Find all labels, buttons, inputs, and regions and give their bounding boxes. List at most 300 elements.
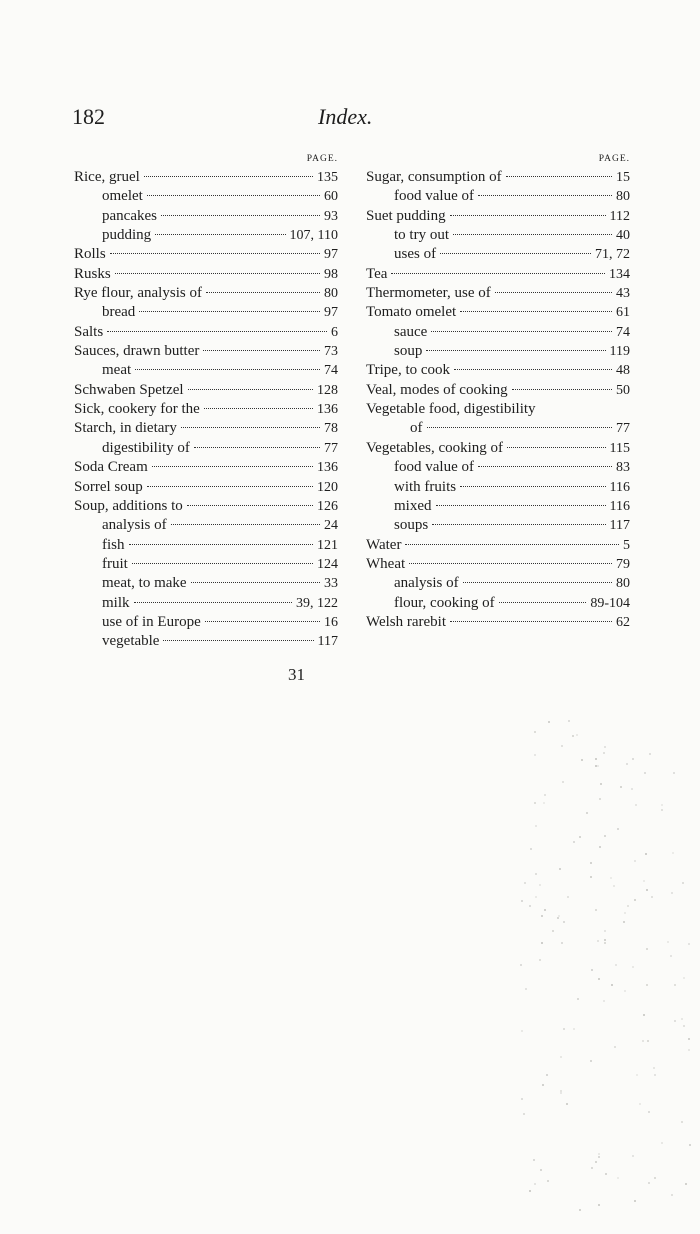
dot-leader — [187, 505, 313, 506]
paper-speckle — [624, 990, 626, 992]
paper-speckle — [688, 1038, 690, 1040]
index-entry-label: Suet pudding — [366, 207, 446, 224]
paper-speckle — [685, 1183, 687, 1185]
index-entry — [366, 381, 630, 400]
paper-speckle — [561, 942, 563, 944]
paper-speckle — [673, 772, 675, 774]
index-entry — [366, 284, 630, 303]
paper-speckle — [689, 1144, 691, 1146]
dot-leader — [460, 311, 612, 312]
index-entry-page: 126 — [317, 498, 338, 514]
index-entry — [74, 303, 338, 322]
dot-leader — [463, 582, 612, 583]
dot-leader — [204, 408, 313, 409]
dot-leader — [171, 524, 320, 525]
paper-speckle — [624, 912, 626, 914]
index-entry-page: 136 — [317, 460, 338, 476]
paper-speckle — [562, 781, 564, 783]
paper-speckle — [646, 984, 648, 986]
index-entry-label: pudding — [102, 227, 152, 244]
paper-speckle — [661, 804, 663, 806]
paper-speckle — [534, 802, 536, 804]
index-entry-label: food value of — [394, 188, 474, 205]
index-entry-label: Soup, additions to — [74, 497, 183, 514]
paper-speckle — [535, 896, 537, 898]
index-entry — [74, 516, 338, 535]
dot-leader — [427, 427, 613, 428]
paper-speckle — [579, 836, 581, 838]
index-entry-page: 74 — [324, 363, 338, 379]
dot-leader — [203, 350, 320, 351]
paper-speckle — [529, 905, 531, 907]
paper-speckle — [530, 848, 532, 850]
index-entry-page: 115 — [609, 440, 630, 456]
paper-speckle — [576, 734, 578, 736]
index-entry — [366, 342, 630, 361]
dot-leader — [478, 195, 612, 196]
index-entry-page: 24 — [324, 518, 338, 534]
index-entry-page: 119 — [609, 344, 630, 360]
paper-speckle — [672, 852, 674, 854]
index-entry-label: flour, cooking of — [394, 594, 495, 611]
paper-speckle — [535, 825, 537, 827]
dot-leader — [450, 621, 612, 622]
paper-speckle — [674, 1020, 676, 1022]
paper-speckle — [688, 1049, 690, 1051]
dot-leader — [132, 563, 313, 564]
index-entry — [366, 613, 630, 632]
paper-speckle — [605, 1173, 607, 1175]
index-entry — [366, 323, 630, 342]
index-entry-page: 124 — [317, 556, 338, 572]
paper-speckle — [632, 966, 634, 968]
dot-leader — [512, 389, 612, 390]
index-entry — [366, 303, 630, 322]
index-list-right — [366, 168, 630, 632]
index-entry-page: 61 — [616, 305, 630, 321]
index-entry-label: meat, to make — [102, 575, 187, 592]
paper-speckle — [573, 841, 575, 843]
index-entry-page: 93 — [324, 208, 338, 224]
paper-speckle — [683, 1025, 685, 1027]
paper-speckle — [631, 788, 633, 790]
paper-speckle — [534, 731, 536, 733]
paper-speckle — [572, 735, 574, 737]
index-entry-page: 40 — [616, 228, 630, 244]
index-entry-label: Sauces, drawn butter — [74, 343, 200, 360]
index-entry-page: 83 — [616, 460, 630, 476]
index-entry-page: 112 — [609, 208, 630, 224]
index-entry-page: 136 — [317, 402, 338, 418]
paper-speckle — [581, 759, 583, 761]
index-entry — [74, 284, 338, 303]
index-entry — [74, 187, 338, 206]
index-entry-page: 117 — [609, 518, 630, 534]
index-entry-page: 43 — [616, 286, 630, 302]
index-entry-label: Vegetables, cooking of — [366, 439, 504, 456]
dot-leader — [440, 253, 591, 254]
index-entry — [366, 439, 630, 458]
dot-leader — [191, 582, 320, 583]
column-head: PAGE. — [306, 154, 338, 164]
paper-speckle — [558, 915, 560, 917]
index-entry-label: Rye flour, analysis of — [74, 285, 202, 302]
index-entry-label: Thermometer, use of — [366, 285, 491, 302]
dot-leader — [163, 640, 313, 641]
index-entry — [366, 226, 630, 245]
dot-leader — [115, 273, 320, 274]
index-entry-label: sauce — [394, 323, 428, 340]
index-entry-page: 15 — [616, 170, 630, 185]
paper-speckle — [561, 745, 563, 747]
dot-leader — [161, 215, 320, 216]
index-entry-page: 62 — [616, 614, 630, 630]
index-entry-page: 50 — [616, 382, 630, 398]
index-entry-page: 135 — [317, 170, 338, 185]
paper-speckle — [568, 720, 570, 722]
paper-speckle — [604, 930, 606, 932]
paper-speckle — [623, 921, 625, 923]
column-head: PAGE. — [598, 154, 630, 164]
index-entry — [366, 245, 630, 264]
index-entry — [366, 594, 630, 613]
index-entry-label: mixed — [394, 497, 432, 514]
dot-leader — [409, 563, 612, 564]
index-entry-page: 6 — [331, 324, 338, 340]
paper-speckle — [632, 758, 634, 760]
paper-speckle — [597, 940, 599, 942]
dot-leader — [436, 505, 606, 506]
index-entry-label: Sugar, consumption of — [366, 169, 502, 185]
paper-speckle — [634, 899, 636, 901]
index-entry-label: Rusks — [74, 265, 111, 282]
dot-leader — [147, 195, 320, 196]
paper-speckle — [649, 753, 651, 755]
index-entry-page: 60 — [324, 189, 338, 205]
paper-speckle — [671, 1194, 673, 1196]
paper-speckle — [644, 772, 646, 774]
index-entry-label: Salts — [74, 323, 104, 340]
paper-speckle — [567, 896, 569, 898]
dot-leader — [188, 389, 313, 390]
paper-speckle — [600, 783, 602, 785]
paper-speckle — [559, 868, 561, 870]
index-entry-label: use of in Europe — [102, 613, 201, 630]
index-entry-label: Welsh rarebit — [366, 613, 447, 630]
index-entry — [366, 458, 630, 477]
index-entry-page: 71, 72 — [595, 247, 630, 263]
index-entry-label: Wheat — [366, 555, 406, 572]
dot-leader — [431, 331, 612, 332]
index-entry-page: 39, 122 — [296, 595, 338, 611]
paper-speckle — [595, 1161, 597, 1163]
paper-speckle — [603, 752, 605, 754]
index-entry — [74, 245, 338, 264]
index-entry — [74, 400, 338, 419]
paper-speckle — [661, 809, 663, 811]
dot-leader — [205, 621, 320, 622]
paper-speckle — [682, 882, 684, 884]
index-entry — [366, 168, 630, 187]
index-entry — [366, 478, 630, 497]
index-entry-label: Water — [366, 536, 402, 553]
index-entry-page: 80 — [616, 189, 630, 205]
paper-speckle — [598, 1156, 600, 1158]
paper-speckle — [535, 873, 537, 875]
dot-leader — [405, 544, 619, 545]
paper-speckle — [534, 1183, 536, 1185]
paper-speckle — [667, 941, 669, 943]
paper-speckle — [563, 921, 565, 923]
dot-leader — [194, 447, 320, 448]
paper-speckle — [525, 988, 527, 990]
paper-speckle — [671, 892, 673, 894]
paper-speckle — [566, 1103, 568, 1105]
index-entry-page: 78 — [324, 421, 338, 437]
paper-speckle — [620, 786, 622, 788]
paper-speckle — [651, 896, 653, 898]
paper-speckle — [533, 1159, 535, 1161]
dot-leader — [460, 486, 605, 487]
dot-leader — [107, 331, 327, 332]
paper-speckle — [541, 915, 543, 917]
index-entry — [74, 168, 338, 187]
index-entry — [366, 187, 630, 206]
paper-speckle — [521, 1030, 523, 1032]
paper-speckle — [590, 1060, 592, 1062]
paper-speckle — [643, 880, 645, 882]
dot-leader — [391, 273, 605, 274]
paper-speckle — [614, 1046, 616, 1048]
dot-leader — [478, 466, 612, 467]
index-entry-page: 79 — [616, 556, 630, 572]
index-entry — [74, 226, 338, 245]
index-entry-page: 80 — [616, 576, 630, 592]
index-entry-page: 107, 110 — [289, 228, 338, 244]
dot-leader — [155, 234, 285, 235]
paper-speckle — [603, 1000, 605, 1002]
dot-leader — [144, 176, 313, 177]
index-entry — [74, 632, 338, 651]
index-entry — [74, 478, 338, 497]
paper-speckle — [591, 1167, 593, 1169]
index-entry-page: 97 — [324, 305, 338, 321]
index-entry — [74, 497, 338, 516]
dot-leader — [432, 524, 605, 525]
index-column-right — [366, 150, 630, 632]
index-entry-label: vegetable — [102, 633, 160, 650]
index-entry-page: 33 — [324, 576, 338, 592]
paper-speckle — [541, 942, 543, 944]
dot-leader — [135, 369, 320, 370]
index-entry — [366, 574, 630, 593]
paper-speckle — [604, 746, 606, 748]
index-entry-page: 89-104 — [590, 595, 630, 611]
paper-speckle — [586, 812, 588, 814]
dot-leader — [506, 176, 612, 177]
paper-speckle — [617, 1177, 619, 1179]
dot-leader — [129, 544, 314, 545]
paper-speckle — [539, 959, 541, 961]
paper-speckle — [595, 909, 597, 911]
paper-speckle — [615, 964, 617, 966]
paper-speckle — [595, 765, 597, 767]
index-entry-label: Vegetable food, digestibility — [366, 401, 536, 418]
dot-leader — [454, 369, 612, 370]
dot-leader — [206, 292, 320, 293]
index-entry-page: 120 — [317, 479, 338, 495]
paper-speckle — [595, 758, 597, 760]
index-entry-label: analysis of — [102, 517, 167, 534]
index-entry-page: 77 — [616, 421, 630, 437]
index-entry-page: 121 — [317, 537, 338, 553]
paper-speckle — [639, 1103, 641, 1105]
index-entry-label: Schwaben Spetzel — [74, 381, 184, 398]
index-entry — [74, 342, 338, 361]
paper-speckle — [645, 853, 647, 855]
paper-speckle — [523, 1113, 525, 1115]
paper-speckle — [520, 964, 522, 966]
index-entry — [366, 361, 630, 380]
paper-speckle — [563, 1028, 565, 1030]
paper-speckle — [688, 943, 690, 945]
paper-speckle — [654, 1177, 656, 1179]
index-entry-page: 128 — [317, 382, 338, 398]
paper-speckle — [599, 846, 601, 848]
dot-leader — [152, 466, 313, 467]
index-entry-label: Sorrel soup — [74, 478, 143, 495]
dot-leader — [507, 447, 605, 448]
index-entry-label: Rolls — [74, 246, 106, 263]
paper-speckle — [552, 930, 554, 932]
dot-leader — [147, 486, 313, 487]
index-entry-label: Soda Cream — [74, 459, 148, 476]
index-entry-page: 134 — [609, 266, 630, 282]
index-entry — [74, 207, 338, 226]
paper-speckle — [646, 948, 648, 950]
dot-leader — [139, 311, 320, 312]
index-entry-label: fruit — [102, 555, 128, 572]
paper-speckle — [642, 1040, 644, 1042]
paper-speckle — [598, 1153, 600, 1155]
index-entry-label: Rice, gruel — [74, 169, 140, 185]
index-entry-label: digestibility of — [102, 439, 190, 456]
paper-speckle — [560, 1090, 562, 1092]
paper-speckle — [627, 905, 629, 907]
paper-speckle — [590, 862, 592, 864]
index-entry — [74, 458, 338, 477]
index-entry — [366, 419, 630, 438]
index-entry — [74, 574, 338, 593]
index-entry — [74, 439, 338, 458]
index-entry-page: 74 — [616, 324, 630, 340]
paper-speckle — [598, 1204, 600, 1206]
paper-speckle — [632, 1155, 634, 1157]
paper-speckle — [683, 977, 685, 979]
paper-speckle — [634, 860, 636, 862]
paper-speckle — [613, 885, 615, 887]
paper-speckle — [635, 804, 637, 806]
dot-leader — [110, 253, 320, 254]
index-entry — [74, 381, 338, 400]
index-entry — [366, 265, 630, 284]
index-entry-label: Starch, in dietary — [74, 420, 177, 437]
paper-speckle — [591, 969, 593, 971]
paper-speckle — [643, 1014, 645, 1016]
index-entry-label: Sick, cookery for the — [74, 401, 200, 418]
index-entry — [74, 613, 338, 632]
paper-speckle — [610, 877, 612, 879]
paper-speckle — [646, 889, 648, 891]
paper-speckle — [604, 835, 606, 837]
signature-mark: 31 — [288, 665, 305, 684]
index-entry — [366, 207, 630, 226]
paper-speckle — [546, 1074, 548, 1076]
index-entry — [74, 594, 338, 613]
index-entry — [74, 536, 338, 555]
index-entry — [366, 536, 630, 555]
index-entry-label: with fruits — [394, 478, 457, 495]
index-entry-label: meat — [102, 362, 132, 379]
paper-speckle — [611, 984, 613, 986]
paper-speckle — [599, 798, 601, 800]
index-entry-page: 117 — [317, 634, 338, 650]
paper-speckle — [521, 1098, 523, 1100]
paper-speckle — [548, 721, 550, 723]
paper-speckle — [604, 942, 606, 944]
index-entry-label: Tripe, to cook — [366, 362, 451, 379]
paper-speckle — [521, 900, 523, 902]
paper-speckle — [542, 1084, 544, 1086]
index-entry-label: analysis of — [394, 575, 459, 592]
index-column-left — [74, 150, 338, 652]
index-entry — [366, 516, 630, 535]
index-entry — [74, 361, 338, 380]
index-entry-label: Tomato omelet — [366, 304, 457, 321]
index-entry-label: Veal, modes of cooking — [366, 381, 508, 398]
paper-speckle — [544, 794, 546, 796]
paper-speckle — [648, 1182, 650, 1184]
paper-speckle — [634, 1200, 636, 1202]
dot-leader — [426, 350, 605, 351]
dot-leader — [499, 602, 587, 603]
index-entry-label: pancakes — [102, 207, 157, 224]
index-entry-label: food value of — [394, 459, 474, 476]
paper-speckle — [674, 984, 676, 986]
dot-leader — [181, 427, 320, 428]
dot-leader — [450, 215, 606, 216]
paper-speckle — [544, 909, 546, 911]
index-entry-page: 5 — [623, 537, 630, 553]
paper-speckle — [539, 884, 541, 886]
index-entry-label: omelet — [102, 188, 143, 205]
index-entry — [366, 400, 630, 419]
paper-speckle — [617, 828, 619, 830]
index-entry-page: 73 — [324, 344, 338, 360]
paper-speckle — [543, 802, 545, 804]
paper-speckle — [653, 1067, 655, 1069]
paper-speckle — [648, 1111, 650, 1113]
paper-speckle — [540, 1169, 542, 1171]
paper-speckle — [670, 955, 672, 957]
running-head: Index. — [318, 104, 373, 129]
index-entry — [366, 555, 630, 574]
paper-speckle — [547, 1180, 549, 1182]
paper-speckle — [560, 1056, 562, 1058]
index-entry-label: soup — [394, 343, 423, 360]
index-entry-page: 97 — [324, 247, 338, 263]
dot-leader — [453, 234, 612, 235]
